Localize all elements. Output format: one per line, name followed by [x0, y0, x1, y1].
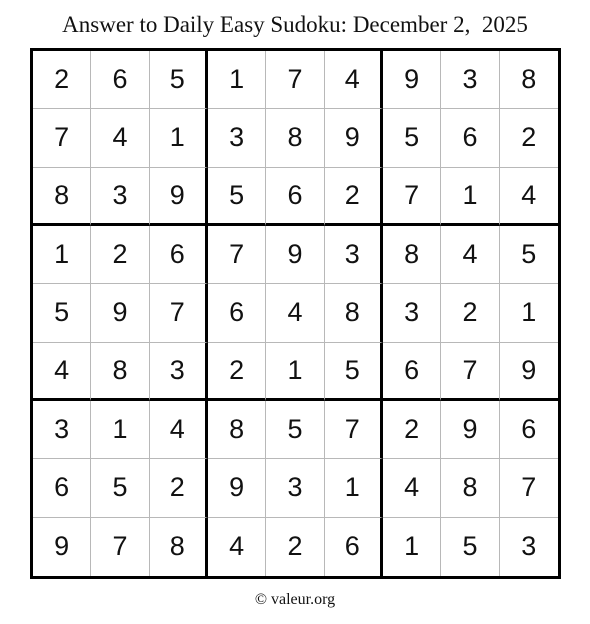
sudoku-cell: 8 — [383, 226, 441, 284]
sudoku-cell: 8 — [325, 284, 383, 342]
sudoku-cell: 6 — [325, 518, 383, 576]
sudoku-cell: 8 — [208, 401, 266, 459]
sudoku-cell: 2 — [266, 518, 324, 576]
sudoku-cell: 1 — [266, 343, 324, 401]
sudoku-cell: 8 — [33, 168, 91, 226]
sudoku-cell: 9 — [383, 51, 441, 109]
sudoku-cell: 3 — [325, 226, 383, 284]
sudoku-cell: 7 — [91, 518, 149, 576]
sudoku-cell: 9 — [441, 401, 499, 459]
sudoku-cell: 3 — [383, 284, 441, 342]
sudoku-cell: 7 — [150, 284, 208, 342]
sudoku-cell: 5 — [33, 284, 91, 342]
sudoku-cell: 3 — [150, 343, 208, 401]
sudoku-cell: 2 — [208, 343, 266, 401]
sudoku-cell: 5 — [441, 518, 499, 576]
sudoku-cell: 4 — [500, 168, 558, 226]
sudoku-cell: 7 — [325, 401, 383, 459]
sudoku-cell: 2 — [441, 284, 499, 342]
sudoku-cell: 7 — [500, 459, 558, 517]
sudoku-cell: 2 — [383, 401, 441, 459]
sudoku-cell: 7 — [383, 168, 441, 226]
sudoku-cell: 2 — [33, 51, 91, 109]
sudoku-cell: 2 — [150, 459, 208, 517]
sudoku-cell: 8 — [500, 51, 558, 109]
sudoku-cell: 3 — [208, 109, 266, 167]
sudoku-cell: 8 — [150, 518, 208, 576]
sudoku-cell: 6 — [383, 343, 441, 401]
sudoku-cell: 7 — [33, 109, 91, 167]
sudoku-cell: 6 — [500, 401, 558, 459]
sudoku-cell: 9 — [150, 168, 208, 226]
sudoku-cell: 4 — [441, 226, 499, 284]
sudoku-cell: 4 — [383, 459, 441, 517]
sudoku-cell: 5 — [500, 226, 558, 284]
sudoku-cell: 5 — [91, 459, 149, 517]
sudoku-cell: 8 — [441, 459, 499, 517]
sudoku-cell: 9 — [91, 284, 149, 342]
sudoku-cell: 6 — [150, 226, 208, 284]
sudoku-cell: 8 — [266, 109, 324, 167]
sudoku-cell: 3 — [441, 51, 499, 109]
sudoku-cell: 1 — [500, 284, 558, 342]
sudoku-cell: 3 — [91, 168, 149, 226]
sudoku-cell: 5 — [208, 168, 266, 226]
sudoku-cell: 4 — [91, 109, 149, 167]
sudoku-cell: 5 — [266, 401, 324, 459]
sudoku-cell: 5 — [150, 51, 208, 109]
sudoku-cell: 2 — [325, 168, 383, 226]
sudoku-cell: 6 — [266, 168, 324, 226]
sudoku-cell: 4 — [266, 284, 324, 342]
sudoku-cell: 9 — [325, 109, 383, 167]
sudoku-cell: 9 — [33, 518, 91, 576]
sudoku-cell: 6 — [33, 459, 91, 517]
sudoku-cell: 1 — [33, 226, 91, 284]
sudoku-cell: 9 — [500, 343, 558, 401]
sudoku-cell: 4 — [150, 401, 208, 459]
sudoku-cell: 5 — [325, 343, 383, 401]
sudoku-cell: 1 — [208, 51, 266, 109]
sudoku-cell: 1 — [441, 168, 499, 226]
sudoku-cell: 4 — [325, 51, 383, 109]
sudoku-cell: 2 — [500, 109, 558, 167]
sudoku-cell: 6 — [91, 51, 149, 109]
sudoku-cell: 3 — [33, 401, 91, 459]
sudoku-cell: 6 — [208, 284, 266, 342]
sudoku-cell: 1 — [383, 518, 441, 576]
sudoku-cell: 7 — [266, 51, 324, 109]
sudoku-cell: 2 — [91, 226, 149, 284]
sudoku-cell: 3 — [521, 531, 537, 562]
sudoku-cell: 9 — [208, 459, 266, 517]
sudoku-cell: 8 — [91, 343, 149, 401]
page-title: Answer to Daily Easy Sudoku: December 2, 2025 — [62, 12, 528, 37]
sudoku-cell: 4 — [33, 343, 91, 401]
sudoku-cell: 1 — [150, 109, 208, 167]
sudoku-cell: 4 — [208, 518, 266, 576]
sudoku-cell: 3 — [266, 459, 324, 517]
sudoku-cell: 5 — [383, 109, 441, 167]
sudoku-cell: 6 — [441, 109, 499, 167]
sudoku-cell: 1 — [325, 459, 383, 517]
sudoku-cell: 7 — [441, 343, 499, 401]
sudoku-cell: 7 — [208, 226, 266, 284]
copyright-footer: © valeur.org — [254, 591, 336, 608]
sudoku-board — [30, 48, 561, 579]
sudoku-cell: 1 — [91, 401, 149, 459]
sudoku-cell: 9 — [266, 226, 324, 284]
